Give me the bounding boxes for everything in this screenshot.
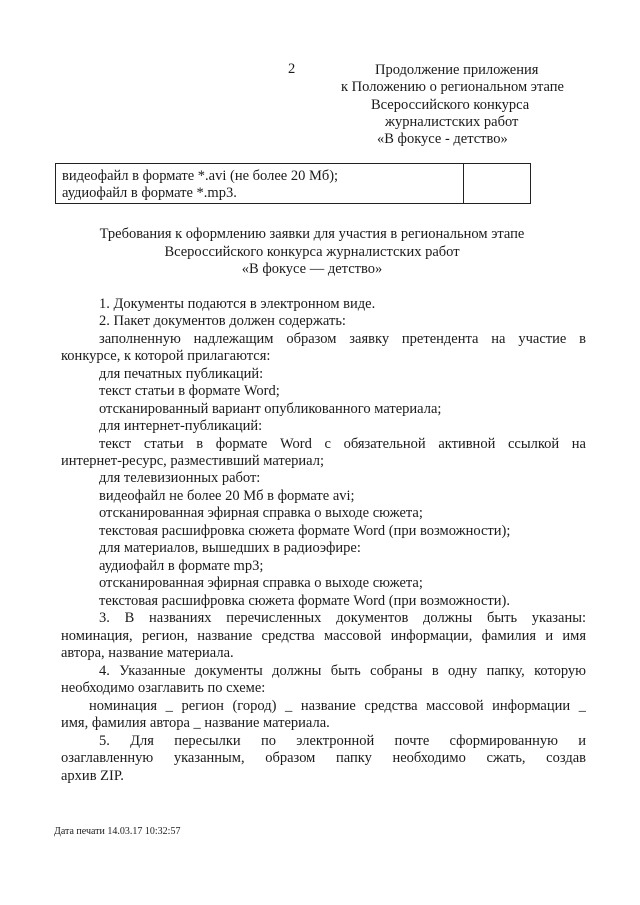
body-line: автора, название материала.	[61, 645, 234, 661]
body-line: 1. Документы подаются в электронном виде.	[99, 296, 376, 312]
header-line: журналистских работ	[385, 114, 519, 130]
header-line: Продолжение приложения	[375, 62, 539, 78]
body-line: озаглавленную указанным, образом папку необходимо сжать, создав	[61, 750, 586, 766]
body-line: для печатных публикаций:	[99, 366, 264, 382]
body-line: отсканированная эфирная справка о выходе сюжета;	[99, 575, 423, 591]
title-line: Требования к оформлению заявки для участия в региональном этапе	[99, 226, 525, 242]
body-line: номинация _ регион (город) _ название средства массовой информации _	[89, 698, 586, 714]
body-line: для телевизионных работ:	[99, 470, 261, 486]
body-line: заполненную надлежащим образом заявку претендента на участие в	[99, 331, 586, 347]
header-line: Всероссийского конкурса	[371, 97, 530, 113]
body-line: для интернет-публикаций:	[99, 418, 263, 434]
page-number: 2	[288, 61, 296, 77]
table-column-divider	[463, 164, 464, 203]
body-line: текстовая расшифровка сюжета формате Word (при возможности);	[99, 523, 511, 539]
body-line: аудиофайл в формате mp3;	[99, 558, 264, 574]
body-line: 2. Пакет документов должен содержать:	[99, 313, 346, 329]
body-line: 5. Для пересылки по электронной почте сформированную и	[99, 733, 586, 749]
body-line: 4. Указанные документы должны быть собраны в одну папку, которую	[99, 663, 586, 679]
body-line: видеофайл не более 20 Мб в формате avi;	[99, 488, 355, 504]
table-row: видеофайл в формате *.avi (не более 20 Мб);	[62, 168, 339, 184]
title-line: Всероссийского конкурса журналистских работ	[164, 244, 460, 260]
format-table	[55, 163, 531, 204]
body-line: необходимо озаглавить по схеме:	[61, 680, 266, 696]
body-line: текст статьи в формате Word с обязательной активной ссылкой на	[99, 436, 586, 452]
body-line: конкурсе, к которой прилагаются:	[61, 348, 271, 364]
table-row: аудиофайл в формате *.mp3.	[62, 185, 237, 201]
print-date: Дата печати 14.03.17 10:32:57	[54, 826, 181, 837]
body-line: имя, фамилия автора _ название материала.	[61, 715, 330, 731]
body-line: для материалов, вышедших в радиоэфире:	[99, 540, 361, 556]
body-line: отсканированная эфирная справка о выходе сюжета;	[99, 505, 423, 521]
body-line: текст статьи в формате Word;	[99, 383, 280, 399]
body-line: архив ZIP.	[61, 768, 124, 784]
body-line: отсканированный вариант опубликованного материала;	[99, 401, 442, 417]
body-line: текстовая расшифровка сюжета формате Word (при возможности).	[99, 593, 510, 609]
body-line: интернет-ресурс, разместивший материал;	[61, 453, 324, 469]
body-line: 3. В названиях перечисленных документов должны быть указаны:	[99, 610, 586, 626]
header-line: к Положению о региональном этапе	[341, 79, 564, 95]
header-line: «В фокусе - детство»	[377, 131, 508, 147]
title-line: «В фокусе — детство»	[241, 261, 383, 277]
body-line: номинация, регион, название средства массовой информации, фамилия и имя	[61, 628, 586, 644]
